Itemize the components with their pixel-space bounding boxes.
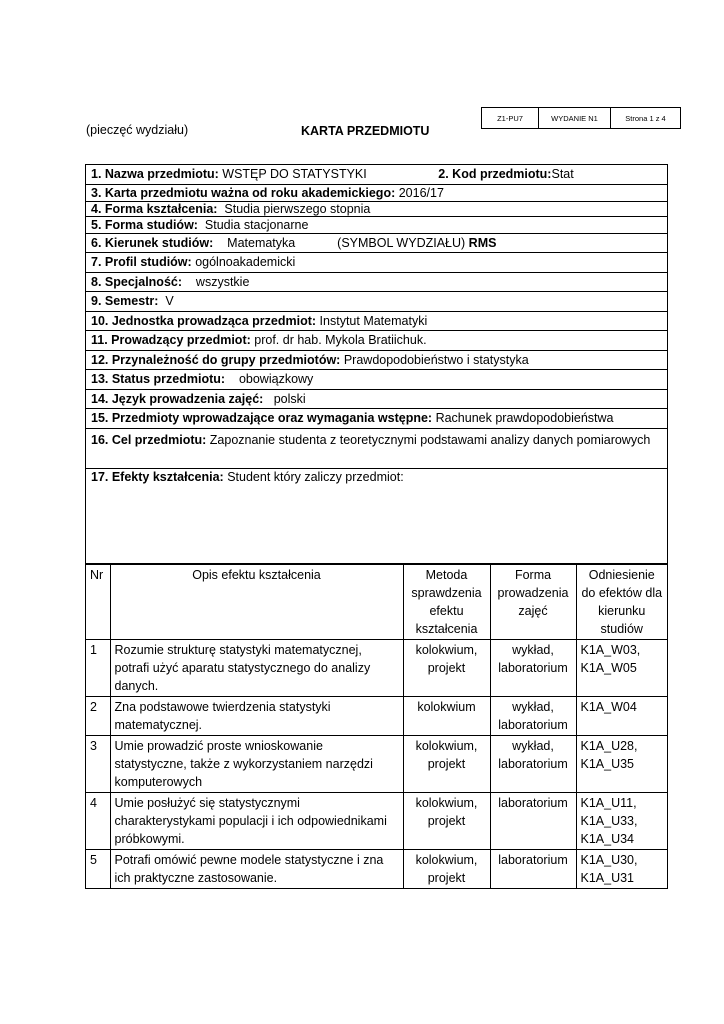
- unit-value: Instytut Matematyki: [319, 313, 428, 328]
- table-row: [86, 639, 667, 696]
- specialty-value: wszystkie: [195, 274, 250, 289]
- header-form: Forma prowadzenia zajęć: [490, 564, 576, 639]
- row-semester: [86, 292, 667, 312]
- direction-value: Matematyka: [227, 235, 296, 250]
- course-name-label: 1. Nazwa przedmiotu:: [91, 167, 219, 182]
- row-course-goal: [86, 429, 667, 469]
- education-form-label: 4. Forma kształcenia:: [91, 201, 218, 216]
- row-learning-outcomes: [86, 469, 667, 564]
- row-course-name: [86, 165, 667, 185]
- row-form: laboratorium: [490, 849, 576, 888]
- row-reference: K1A_U11, K1A_U33, K1A_U34: [576, 792, 667, 849]
- row-study-form: [86, 217, 667, 234]
- direction-label: 6. Kierunek studiów:: [91, 235, 214, 250]
- row-reference: K1A_U30, K1A_U31: [576, 849, 667, 888]
- document-code: Z1-PU7: [482, 108, 539, 128]
- row-lecturer: [86, 331, 667, 351]
- row-method: kolokwium, projekt: [403, 849, 490, 888]
- faculty-symbol-label: (SYMBOL WYDZIAŁU): [337, 235, 466, 250]
- study-form-value: Studia stacjonarne: [204, 217, 309, 232]
- page-title: KARTA PRZEDMIOTU: [301, 124, 430, 138]
- header-nr: Nr: [86, 564, 110, 639]
- row-nr: 2: [86, 696, 110, 735]
- status-label: 13. Status przedmiotu:: [91, 372, 226, 387]
- document-edition: WYDANIE N1: [539, 108, 611, 128]
- table-row: [86, 735, 667, 792]
- row-prerequisites: [86, 409, 667, 429]
- group-value: Prawdopodobieństwo i statystyka: [343, 352, 529, 367]
- row-method: kolokwium, projekt: [403, 639, 490, 696]
- group-label: 12. Przynależność do grupy przedmiotów:: [91, 352, 341, 367]
- row-status: [86, 370, 667, 390]
- row-nr: 4: [86, 792, 110, 849]
- row-description: Umie posłużyć się statystycznymi charakterystykami populacji i ich odpowiednikami próbkowymi.: [110, 792, 403, 849]
- specialty-label: 8. Specjalność:: [91, 274, 183, 289]
- row-reference: K1A_W03, K1A_W05: [576, 639, 667, 696]
- course-code-value: Stat: [551, 167, 574, 182]
- table-row: [86, 792, 667, 849]
- faculty-symbol-value: RMS: [468, 235, 497, 250]
- course-name-value: WSTĘP DO STATYSTYKI: [222, 167, 367, 182]
- valid-year-value: 2016/17: [398, 185, 444, 200]
- row-form: laboratorium: [490, 792, 576, 849]
- row-method: kolokwium, projekt: [403, 792, 490, 849]
- row-description: Potrafi omówić pewne modele statystyczne i zna ich praktyczne zastosowanie.: [110, 849, 403, 888]
- document-code-box: [481, 107, 681, 129]
- row-nr: 5: [86, 849, 110, 888]
- row-description: Umie prowadzić proste wnioskowanie statystyczne, także z wykorzystaniem narzędzi komputerowych: [110, 735, 403, 792]
- course-goal-value: Zapoznanie studenta z teoretycznymi podstawami analizy danych pomiarowych: [209, 432, 651, 447]
- course-code-label: 2. Kod przedmiotu:: [438, 167, 552, 182]
- row-direction: [86, 234, 667, 254]
- header-method: Metoda sprawdzenia efektu kształcenia: [403, 564, 490, 639]
- row-form: wykład, laboratorium: [490, 639, 576, 696]
- row-reference: K1A_U28, K1A_U35: [576, 735, 667, 792]
- prerequisites-label: 15. Przedmioty wprowadzające oraz wymagania wstępne:: [91, 411, 433, 426]
- semester-value: V: [165, 294, 174, 309]
- row-description: Rozumie strukturę statystyki matematycznej, potrafi użyć aparatu statystycznego do analizy danych.: [110, 639, 403, 696]
- row-nr: 3: [86, 735, 110, 792]
- status-value: obowiązkowy: [238, 372, 314, 387]
- unit-label: 10. Jednostka prowadząca przedmiot:: [91, 313, 317, 328]
- semester-label: 9. Semestr:: [91, 294, 159, 309]
- course-card-form: [85, 164, 668, 889]
- row-language: [86, 390, 667, 410]
- header-reference: Odniesienie do efektów dla kierunku studiów: [576, 564, 667, 639]
- row-form: wykład, laboratorium: [490, 696, 576, 735]
- table-row: [86, 696, 667, 735]
- row-profile: [86, 253, 667, 273]
- profile-label: 7. Profil studiów:: [91, 255, 192, 270]
- valid-year-label: 3. Karta przedmiotu ważna od roku akademickiego:: [91, 185, 396, 200]
- study-form-label: 5. Forma studiów:: [91, 217, 198, 232]
- row-method: kolokwium: [403, 696, 490, 735]
- row-nr: 1: [86, 639, 110, 696]
- table-header-row: [86, 564, 667, 639]
- learning-outcomes-value: Student który zaliczy przedmiot:: [227, 469, 404, 484]
- header-description: Opis efektu kształcenia: [110, 564, 403, 639]
- profile-value: ogólnoakademicki: [195, 255, 296, 270]
- row-unit: [86, 312, 667, 332]
- row-education-form: [86, 202, 667, 217]
- row-method: kolokwium, projekt: [403, 735, 490, 792]
- page-number: Strona 1 z 4: [625, 113, 666, 123]
- row-valid-year: [86, 185, 667, 202]
- row-description: Zna podstawowe twierdzenia statystyki matematycznej.: [110, 696, 403, 735]
- learning-outcomes-table: [86, 564, 667, 888]
- language-value: polski: [273, 391, 306, 406]
- lecturer-label: 11. Prowadzący przedmiot:: [91, 333, 251, 348]
- course-goal-label: 16. Cel przedmiotu:: [91, 432, 207, 447]
- row-specialty: [86, 273, 667, 293]
- language-label: 14. Język prowadzenia zajęć:: [91, 391, 264, 406]
- prerequisites-value: Rachunek prawdopodobieństwa: [435, 411, 614, 426]
- table-row: [86, 849, 667, 888]
- row-group: [86, 351, 667, 371]
- faculty-stamp-placeholder: (pieczęć wydziału): [86, 123, 189, 137]
- lecturer-value: prof. dr hab. Mykola Bratiichuk.: [254, 333, 427, 348]
- education-form-value: Studia pierwszego stopnia: [224, 201, 371, 216]
- row-form: wykład, laboratorium: [490, 735, 576, 792]
- row-reference: K1A_W04: [576, 696, 667, 735]
- learning-outcomes-label: 17. Efekty kształcenia:: [91, 469, 224, 484]
